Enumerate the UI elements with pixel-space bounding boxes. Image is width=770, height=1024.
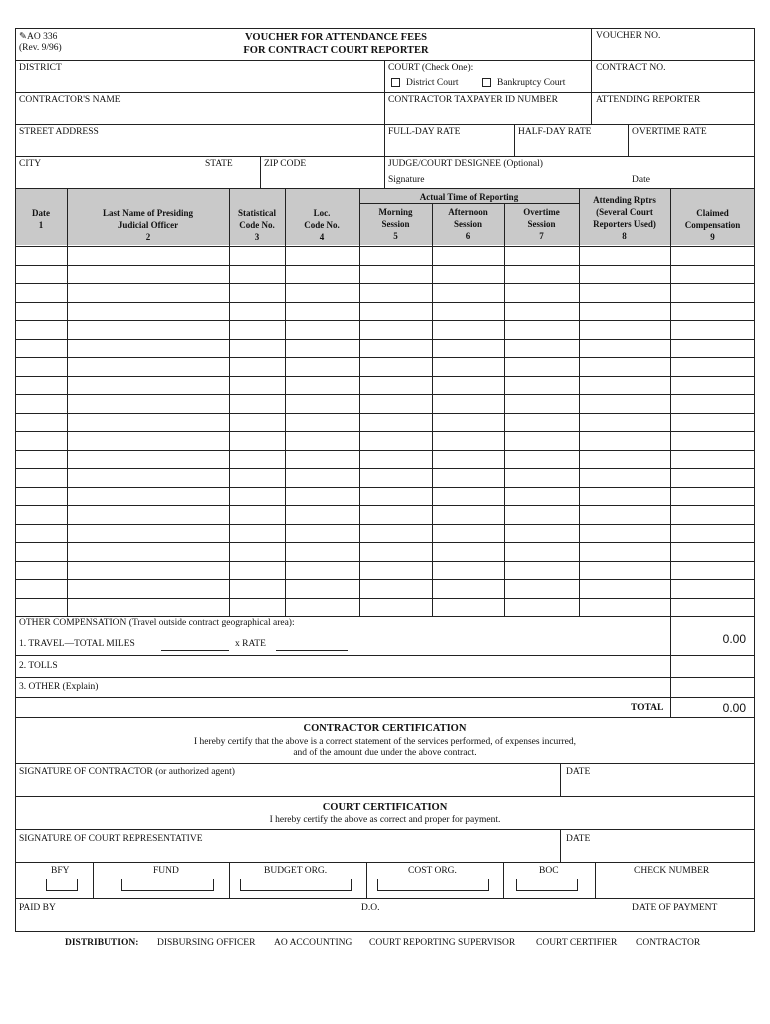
table-cell[interactable] <box>16 414 66 431</box>
table-row <box>15 246 755 265</box>
table-cell[interactable] <box>16 358 66 375</box>
table-cell[interactable] <box>360 414 431 431</box>
overtime-rate-label: OVERTIME RATE <box>632 127 707 137</box>
form-id: ✎AO 336 <box>19 32 58 42</box>
table-cell[interactable] <box>433 451 503 468</box>
table-cell[interactable] <box>16 247 66 264</box>
full-day-rate-field[interactable] <box>385 138 513 155</box>
table-cell[interactable] <box>68 580 228 597</box>
table-row <box>15 376 755 395</box>
form-title: VOUCHER FOR ATTENDANCE FEES FOR CONTRACT COURT REPORTER <box>243 32 429 56</box>
table-cell[interactable] <box>16 599 66 616</box>
date-of-payment-label: DATE OF PAYMENT <box>632 903 718 913</box>
table-row <box>15 283 755 302</box>
table-row <box>15 579 755 598</box>
table-row <box>15 598 755 617</box>
table-cell[interactable] <box>68 451 228 468</box>
table-cell[interactable] <box>580 599 669 616</box>
paid-by-label: PAID BY <box>19 903 56 913</box>
table-cell[interactable] <box>671 284 754 301</box>
budget-org-label: BUDGET ORG. <box>264 866 328 876</box>
table-row <box>15 413 755 432</box>
distribution-item: COURT REPORTING SUPERVISOR <box>369 938 516 948</box>
table-cell[interactable] <box>360 321 431 338</box>
column-header: Loc. Code No. 4 <box>304 208 340 242</box>
table-cell[interactable] <box>360 488 431 505</box>
table-cell[interactable] <box>230 562 284 579</box>
table-cell[interactable] <box>230 451 284 468</box>
table-cell[interactable] <box>16 303 66 320</box>
table-cell[interactable] <box>16 284 66 301</box>
table-cell[interactable] <box>580 395 669 412</box>
table-row <box>15 450 755 469</box>
table-cell[interactable] <box>671 599 754 616</box>
table-cell[interactable] <box>286 543 358 560</box>
table-cell[interactable] <box>433 358 503 375</box>
other-explain-label: 3. OTHER (Explain) <box>19 682 99 692</box>
table-cell[interactable] <box>505 525 578 542</box>
table-cell[interactable] <box>505 358 578 375</box>
table-cell[interactable] <box>360 395 431 412</box>
total-label: TOTAL <box>631 703 664 713</box>
table-cell[interactable] <box>671 543 754 560</box>
table-cell[interactable] <box>580 562 669 579</box>
table-cell[interactable] <box>230 543 284 560</box>
table-cell[interactable] <box>16 377 66 394</box>
taxpayer-id-field[interactable] <box>385 106 590 123</box>
table-cell[interactable] <box>68 562 228 579</box>
table-cell[interactable] <box>580 247 669 264</box>
street-address-field[interactable] <box>16 138 383 155</box>
table-cell[interactable] <box>360 432 431 449</box>
x-rate-label: x RATE <box>235 639 266 649</box>
contractor-cert-text-1: I hereby certify that the above is a correct statement of the services performed, of expenses incurred, <box>194 737 576 747</box>
table-cell[interactable] <box>580 340 669 357</box>
table-cell[interactable] <box>671 303 754 320</box>
tolls-amount-field[interactable] <box>671 656 754 676</box>
table-cell[interactable] <box>505 303 578 320</box>
table-cell[interactable] <box>286 562 358 579</box>
court-cert-text: I hereby certify the above as correct and proper for payment. <box>269 815 501 825</box>
table-cell[interactable] <box>286 525 358 542</box>
actual-time-header: Actual Time of Reporting <box>419 192 519 202</box>
table-row <box>15 561 755 580</box>
table-row <box>15 505 755 524</box>
table-cell[interactable] <box>286 469 358 486</box>
table-cell[interactable] <box>671 414 754 431</box>
court-label: COURT (Check One): <box>388 63 474 73</box>
voucher-no-field[interactable] <box>592 42 754 59</box>
table-cell[interactable] <box>68 432 228 449</box>
table-cell[interactable] <box>433 599 503 616</box>
distribution-item: AO ACCOUNTING <box>274 938 353 948</box>
table-cell[interactable] <box>505 599 578 616</box>
table-cell[interactable] <box>433 543 503 560</box>
other-explain-field[interactable] <box>110 678 668 696</box>
table-cell[interactable] <box>286 303 358 320</box>
table-cell[interactable] <box>671 488 754 505</box>
zip-code-label: ZIP CODE <box>264 159 307 169</box>
court-rep-date-label: DATE <box>566 834 591 844</box>
table-row <box>15 357 755 376</box>
table-row <box>15 320 755 339</box>
table-cell[interactable] <box>230 414 284 431</box>
table-cell[interactable] <box>230 266 284 283</box>
travel-label: 1. TRAVEL—TOTAL MILES <box>19 639 135 649</box>
table-cell[interactable] <box>671 321 754 338</box>
table-cell[interactable] <box>580 525 669 542</box>
table-cell[interactable] <box>505 432 578 449</box>
table-row <box>15 468 755 487</box>
table-cell[interactable] <box>230 340 284 357</box>
district-court-checkbox[interactable] <box>391 78 400 87</box>
table-cell[interactable] <box>433 284 503 301</box>
table-cell[interactable] <box>433 414 503 431</box>
table-cell[interactable] <box>68 525 228 542</box>
table-cell[interactable] <box>360 377 431 394</box>
table-cell[interactable] <box>671 562 754 579</box>
column-header: Date 1 <box>32 208 50 230</box>
judge-signature-field[interactable] <box>385 170 625 187</box>
table-cell[interactable] <box>230 303 284 320</box>
table-cell[interactable] <box>505 469 578 486</box>
cost-org-label: COST ORG. <box>408 866 457 876</box>
table-row <box>15 339 755 358</box>
table-cell[interactable] <box>360 562 431 579</box>
do-field[interactable] <box>358 914 628 931</box>
fund-field[interactable] <box>121 879 214 891</box>
table-cell[interactable] <box>16 432 66 449</box>
table-row <box>15 265 755 284</box>
table-cell[interactable] <box>360 543 431 560</box>
bankruptcy-court-label: Bankruptcy Court <box>497 78 566 88</box>
half-day-rate-field[interactable] <box>515 138 627 155</box>
check-number-label: CHECK NUMBER <box>634 866 710 876</box>
contractor-cert-text-2: and of the amount due under the above contract. <box>293 748 477 758</box>
table-cell[interactable] <box>671 451 754 468</box>
bankruptcy-court-checkbox[interactable] <box>482 78 491 87</box>
table-cell[interactable] <box>360 525 431 542</box>
table-cell[interactable] <box>230 469 284 486</box>
judge-date-field[interactable] <box>660 170 754 187</box>
table-cell[interactable] <box>505 340 578 357</box>
table-cell[interactable] <box>505 506 578 523</box>
table-cell[interactable] <box>505 266 578 283</box>
table-cell[interactable] <box>360 451 431 468</box>
table-cell[interactable] <box>580 580 669 597</box>
table-cell[interactable] <box>671 266 754 283</box>
table-cell[interactable] <box>671 247 754 264</box>
table-cell[interactable] <box>433 506 503 523</box>
fund-label: FUND <box>153 866 179 876</box>
table-cell[interactable] <box>286 284 358 301</box>
state-label: STATE <box>205 159 233 169</box>
travel-amount[interactable]: 0.00 <box>722 632 746 646</box>
table-cell[interactable] <box>433 321 503 338</box>
boc-label: BOC <box>539 866 559 876</box>
table-cell[interactable] <box>16 395 66 412</box>
judge-designee-label: JUDGE/COURT DESIGNEE (Optional) <box>388 159 543 169</box>
budget-org-field[interactable] <box>240 879 352 891</box>
table-cell[interactable] <box>68 321 228 338</box>
table-cell[interactable] <box>68 340 228 357</box>
table-cell[interactable] <box>360 340 431 357</box>
court-cert-title: COURT CERTIFICATION <box>322 802 448 813</box>
contract-no-label: CONTRACT NO. <box>596 63 666 73</box>
table-cell[interactable] <box>433 340 503 357</box>
table-cell[interactable] <box>286 506 358 523</box>
column-header: Statistical Code No. 3 <box>238 208 276 242</box>
table-cell[interactable] <box>505 321 578 338</box>
other-compensation-label: OTHER COMPENSATION (Travel outside contract geographical area): <box>19 618 295 628</box>
city-label: CITY <box>19 159 42 169</box>
judge-date-label: Date <box>632 175 650 185</box>
table-cell[interactable] <box>505 247 578 264</box>
table-cell[interactable] <box>68 247 228 264</box>
table-cell[interactable] <box>230 321 284 338</box>
table-cell[interactable] <box>671 358 754 375</box>
table-cell[interactable] <box>580 377 669 394</box>
attending-reporter-label: ATTENDING REPORTER <box>596 95 701 105</box>
table-cell[interactable] <box>286 580 358 597</box>
street-address-label: STREET ADDRESS <box>19 127 99 137</box>
table-cell[interactable] <box>230 488 284 505</box>
table-cell[interactable] <box>230 395 284 412</box>
table-cell[interactable] <box>68 488 228 505</box>
city-field[interactable] <box>16 170 202 187</box>
district-field[interactable] <box>16 74 383 91</box>
column-header: Afternoon Session 6 <box>448 207 488 241</box>
table-cell[interactable] <box>580 303 669 320</box>
table-cell[interactable] <box>505 284 578 301</box>
tolls-label: 2. TOLLS <box>19 661 58 671</box>
table-cell[interactable] <box>433 432 503 449</box>
table-cell[interactable] <box>433 247 503 264</box>
table-cell[interactable] <box>230 284 284 301</box>
court-rep-date-field[interactable] <box>561 845 754 861</box>
table-cell[interactable] <box>68 358 228 375</box>
table-cell[interactable] <box>16 543 66 560</box>
table-cell[interactable] <box>68 395 228 412</box>
table-row <box>15 431 755 450</box>
table-cell[interactable] <box>505 395 578 412</box>
table-cell[interactable] <box>580 432 669 449</box>
bfy-field[interactable] <box>46 879 78 891</box>
zip-code-field[interactable] <box>261 170 383 187</box>
table-cell[interactable] <box>286 395 358 412</box>
contractor-name-label: CONTRACTOR'S NAME <box>19 95 121 105</box>
table-cell[interactable] <box>433 580 503 597</box>
attending-reporter-field[interactable] <box>592 106 754 123</box>
table-cell[interactable] <box>671 377 754 394</box>
table-cell[interactable] <box>580 543 669 560</box>
contractor-name-field[interactable] <box>16 106 383 123</box>
check-number-field[interactable] <box>596 878 754 897</box>
table-cell[interactable] <box>580 506 669 523</box>
total-amount: 0.00 <box>722 701 746 715</box>
table-cell[interactable] <box>16 488 66 505</box>
column-header: Last Name of Presiding Judicial Officer 2 <box>102 208 194 242</box>
table-cell[interactable] <box>433 395 503 412</box>
table-cell[interactable] <box>230 377 284 394</box>
full-day-rate-label: FULL-DAY RATE <box>388 127 461 137</box>
table-cell[interactable] <box>505 451 578 468</box>
court-rep-signature-label: SIGNATURE OF COURT REPRESENTATIVE <box>19 834 203 844</box>
table-cell[interactable] <box>580 321 669 338</box>
travel-rate-field[interactable] <box>276 650 348 651</box>
column-header: Claimed Compensation 9 <box>684 208 741 242</box>
contractor-date-label: DATE <box>566 767 591 777</box>
district-label: DISTRICT <box>19 63 62 73</box>
table-cell[interactable] <box>433 266 503 283</box>
table-cell[interactable] <box>16 451 66 468</box>
district-court-label: District Court <box>406 78 459 88</box>
table-cell[interactable] <box>580 284 669 301</box>
half-day-rate-label: HALF-DAY RATE <box>518 127 592 137</box>
table-cell[interactable] <box>286 451 358 468</box>
table-cell[interactable] <box>286 247 358 264</box>
table-cell[interactable] <box>580 414 669 431</box>
table-cell[interactable] <box>671 580 754 597</box>
table-cell[interactable] <box>230 599 284 616</box>
table-cell[interactable] <box>580 266 669 283</box>
table-cell[interactable] <box>360 506 431 523</box>
table-cell[interactable] <box>286 377 358 394</box>
table-cell[interactable] <box>286 599 358 616</box>
table-cell[interactable] <box>286 414 358 431</box>
paid-by-field[interactable] <box>16 914 356 931</box>
contract-no-field[interactable] <box>592 74 754 91</box>
table-cell[interactable] <box>286 321 358 338</box>
table-row <box>15 542 755 561</box>
table-cell[interactable] <box>505 580 578 597</box>
table-cell[interactable] <box>286 358 358 375</box>
contractor-signature-field[interactable] <box>16 778 559 795</box>
table-cell[interactable] <box>671 506 754 523</box>
table-row <box>15 487 755 506</box>
table-cell[interactable] <box>433 377 503 394</box>
column-header: Overtime Session 7 <box>523 207 560 241</box>
table-cell[interactable] <box>580 488 669 505</box>
table-cell[interactable] <box>16 340 66 357</box>
table-cell[interactable] <box>433 562 503 579</box>
table-cell[interactable] <box>433 488 503 505</box>
table-cell[interactable] <box>230 580 284 597</box>
table-cell[interactable] <box>505 414 578 431</box>
table-cell[interactable] <box>360 266 431 283</box>
table-cell[interactable] <box>360 284 431 301</box>
table-cell[interactable] <box>360 247 431 264</box>
table-cell[interactable] <box>360 303 431 320</box>
table-cell[interactable] <box>68 469 228 486</box>
table-cell[interactable] <box>68 506 228 523</box>
table-cell[interactable] <box>286 266 358 283</box>
table-cell[interactable] <box>360 599 431 616</box>
table-cell[interactable] <box>671 525 754 542</box>
boc-field[interactable] <box>516 879 578 891</box>
table-cell[interactable] <box>16 266 66 283</box>
table-cell[interactable] <box>505 562 578 579</box>
table-cell[interactable] <box>68 284 228 301</box>
table-cell[interactable] <box>580 469 669 486</box>
cost-org-field[interactable] <box>377 879 489 891</box>
table-cell[interactable] <box>68 599 228 616</box>
form-revision: (Rev. 9/96) <box>19 43 62 53</box>
contractor-signature-label: SIGNATURE OF CONTRACTOR (or authorized agent) <box>19 767 235 777</box>
table-cell[interactable] <box>68 303 228 320</box>
table-cell[interactable] <box>505 377 578 394</box>
taxpayer-id-label: CONTRACTOR TAXPAYER ID NUMBER <box>388 95 559 105</box>
table-cell[interactable] <box>580 358 669 375</box>
table-cell[interactable] <box>671 432 754 449</box>
table-cell[interactable] <box>230 432 284 449</box>
table-cell[interactable] <box>286 340 358 357</box>
other-amount-field[interactable] <box>671 678 754 696</box>
contractor-date-field[interactable] <box>561 778 754 795</box>
table-cell[interactable] <box>433 469 503 486</box>
table-cell[interactable] <box>16 562 66 579</box>
table-cell[interactable] <box>16 321 66 338</box>
table-row <box>15 524 755 543</box>
table-cell[interactable] <box>671 340 754 357</box>
table-cell[interactable] <box>360 469 431 486</box>
travel-miles-field[interactable] <box>161 650 229 651</box>
table-cell[interactable] <box>360 580 431 597</box>
table-cell[interactable] <box>68 377 228 394</box>
table-cell[interactable] <box>68 266 228 283</box>
table-cell[interactable] <box>360 358 431 375</box>
table-cell[interactable] <box>671 469 754 486</box>
table-row <box>15 302 755 321</box>
table-cell[interactable] <box>433 525 503 542</box>
signature-label: Signature <box>388 175 425 185</box>
table-cell[interactable] <box>286 432 358 449</box>
table-row <box>15 394 755 413</box>
column-header: Morning Session 5 <box>378 207 413 241</box>
bfy-label: BFY <box>51 866 70 876</box>
table-cell[interactable] <box>230 247 284 264</box>
distribution-item: COURT CERTIFIER <box>536 938 618 948</box>
table-cell[interactable] <box>580 451 669 468</box>
voucher-no-label: VOUCHER NO. <box>596 31 661 41</box>
table-cell[interactable] <box>671 395 754 412</box>
distribution-item: CONTRACTOR <box>636 938 701 948</box>
table-cell[interactable] <box>16 469 66 486</box>
table-cell[interactable] <box>230 358 284 375</box>
table-cell[interactable] <box>230 525 284 542</box>
table-cell[interactable] <box>68 543 228 560</box>
table-cell[interactable] <box>433 303 503 320</box>
overtime-rate-field[interactable] <box>629 138 754 155</box>
court-rep-signature-field[interactable] <box>16 845 559 861</box>
table-cell[interactable] <box>16 506 66 523</box>
distribution-item: DISBURSING OFFICER <box>157 938 256 948</box>
table-cell[interactable] <box>68 414 228 431</box>
contractor-cert-title: CONTRACTOR CERTIFICATION <box>303 723 467 734</box>
table-cell[interactable] <box>286 488 358 505</box>
table-cell[interactable] <box>505 488 578 505</box>
date-of-payment-field[interactable] <box>630 914 754 931</box>
table-cell[interactable] <box>505 543 578 560</box>
do-label: D.O. <box>361 903 380 913</box>
distribution-label: DISTRIBUTION: <box>65 938 139 948</box>
table-cell[interactable] <box>230 506 284 523</box>
table-cell[interactable] <box>16 525 66 542</box>
column-header: Attending Rptrs (Several Court Reporters Used) 8 <box>593 195 656 241</box>
table-cell[interactable] <box>16 580 66 597</box>
state-field[interactable] <box>203 170 259 187</box>
